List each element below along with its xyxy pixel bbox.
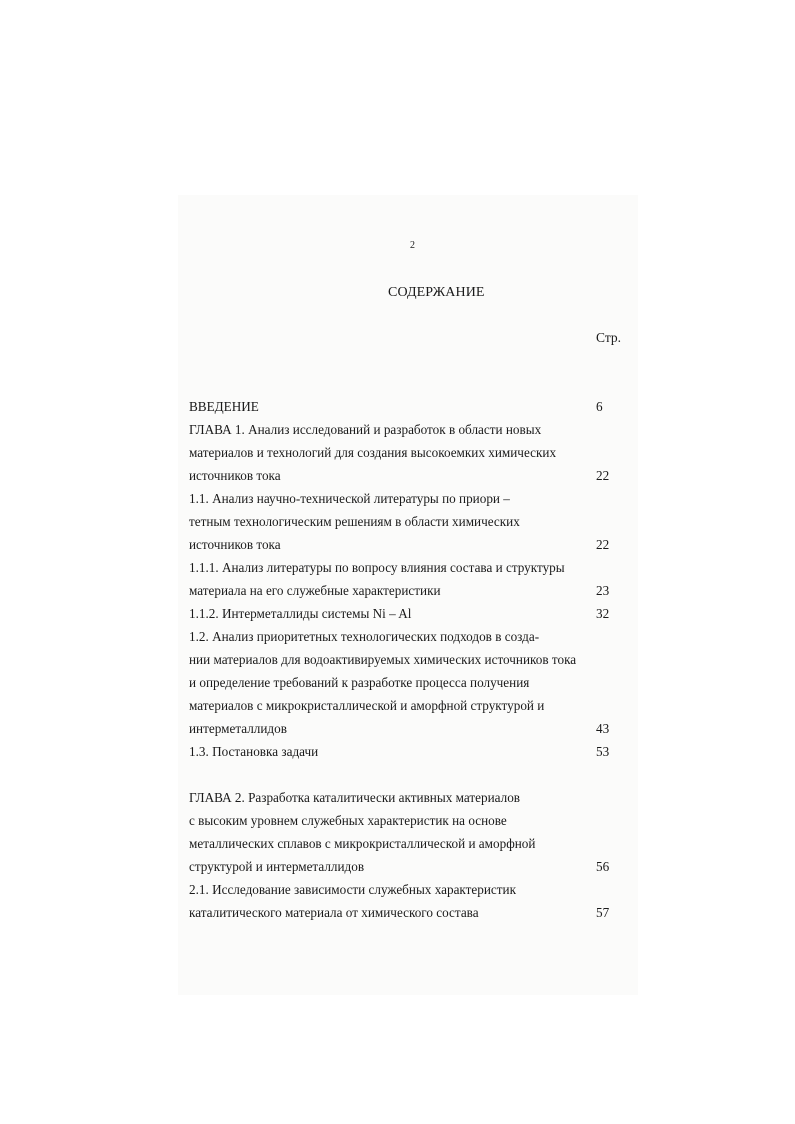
toc-line: [189, 420, 619, 440]
toc-entry-text: 1.3. Постановка задачи: [189, 744, 319, 759]
toc-entry-text: тетным технологическим решениям в области химических: [189, 514, 520, 529]
toc-entry-text: материалов и технологий для создания высокоемких химических: [189, 445, 557, 460]
toc-entry-page: 57: [596, 905, 610, 920]
toc-line: [189, 719, 619, 739]
toc-line: [189, 443, 619, 463]
toc-line: [189, 696, 619, 716]
toc-entry-text: интерметаллидов: [189, 721, 287, 736]
toc-entry-text: с высоким уровнем служебных характеристик на основе: [189, 813, 507, 828]
toc-entry-text: материалов с микрокристаллической и аморфной структурой и: [189, 698, 545, 713]
toc-line: [189, 880, 619, 900]
toc-line: [189, 397, 619, 417]
toc-line: [189, 466, 619, 486]
toc-entry-text: 1.1.1. Анализ литературы по вопросу влияния состава и структуры: [189, 560, 565, 575]
toc-line: [189, 627, 619, 647]
toc-entry-page: 22: [596, 537, 610, 552]
toc-entry-text: материала на его служебные характеристики: [189, 583, 441, 598]
toc-entry-text: 1.1. Анализ научно-технической литературы по приори –: [189, 491, 510, 506]
toc-line: [189, 857, 619, 877]
toc-entry-page: 6: [596, 399, 603, 414]
page-column-label: Стр.: [596, 330, 622, 345]
toc-line: [189, 788, 619, 808]
toc-entry-text: источников тока: [189, 468, 281, 483]
toc-line: [189, 673, 619, 693]
toc-entry-text: ВВЕДЕНИЕ: [189, 399, 259, 414]
page-title: СОДЕРЖАНИЕ: [388, 285, 485, 300]
toc-entry-page: 32: [596, 606, 610, 621]
toc-entry-text: нии материалов для водоактивируемых химических источников тока: [189, 652, 577, 667]
toc-entry-page: 56: [596, 859, 610, 874]
toc-line: [189, 811, 619, 831]
toc-entry-text: источников тока: [189, 537, 281, 552]
toc-entry-text: 1.1.2. Интерметаллиды системы Ni – Al: [189, 606, 412, 621]
toc-line: [189, 581, 619, 601]
toc-line: [189, 558, 619, 578]
toc-line: [189, 512, 619, 532]
toc-line: [189, 742, 619, 762]
page-number: 2: [410, 240, 415, 251]
toc-entry-text: и определение требований к разработке процесса получения: [189, 675, 530, 690]
toc-line: [189, 489, 619, 509]
toc-entry-text: 1.2. Анализ приоритетных технологических подходов в созда-: [189, 629, 540, 644]
toc-entry-text: ГЛАВА 1. Анализ исследований и разработок в области новых: [189, 422, 542, 437]
toc-entry-text: 2.1. Исследование зависимости служебных характеристик: [189, 882, 517, 897]
toc-entry-page: 43: [596, 721, 610, 736]
toc-entry-page: 23: [596, 583, 610, 598]
toc-line: [189, 834, 619, 854]
toc-entry-text: структурой и интерметаллидов: [189, 859, 365, 874]
toc-line: [189, 535, 619, 555]
toc-entry-text: ГЛАВА 2. Разработка каталитически активных материалов: [189, 790, 521, 805]
toc-entry-text: каталитического материала от химического состава: [189, 905, 479, 920]
toc-line: [189, 903, 619, 923]
toc-line: [189, 650, 619, 670]
toc-entry-text: металлических сплавов с микрокристаллической и аморфной: [189, 836, 536, 851]
toc-entry-page: 22: [596, 468, 610, 483]
toc-line: [189, 604, 619, 624]
toc-entry-page: 53: [596, 744, 610, 759]
